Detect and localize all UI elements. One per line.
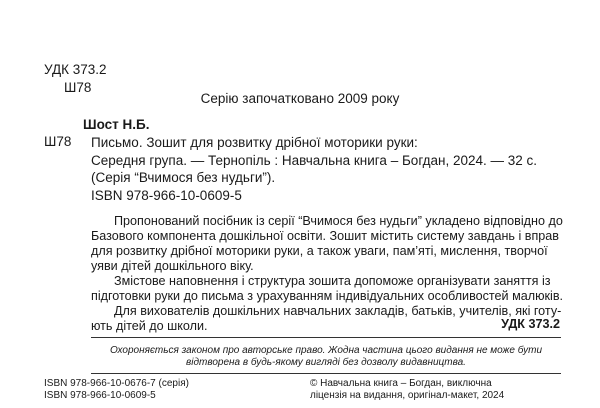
copyright-line: ліцензія на видання, оригінал-макет, 2024 bbox=[310, 390, 505, 401]
annotation-line: Для вихователів дошкільних навчальних закладів, батьків, учителів, які готу- bbox=[114, 304, 562, 318]
udk-code-bottom: УДК 373.2 bbox=[501, 317, 560, 331]
biblio-line-isbn: ISBN 978-966-10-0609-5 bbox=[91, 187, 242, 203]
annotation-line: Пропонований посібник із серії “Вчимося без нудьги” укладено відповідно до bbox=[114, 214, 563, 228]
biblio-line-title: Письмо. Зошит для розвитку дрібної моторики руки: bbox=[91, 135, 418, 150]
annotation-line: ють дітей до школи. bbox=[91, 319, 208, 333]
annotation-line: Базового компонента дошкільної освіти. Зошит містить систему завдань і вправ bbox=[91, 229, 559, 243]
annotation-line: Змістове наповнення і структура зошита допоможе організувати заняття із bbox=[114, 274, 551, 288]
annotation-line: для розвитку дрібної моторики руки, а також уваги, пам’яті, мислення, творчої bbox=[91, 244, 548, 258]
series-started-line: Серію започатковано 2009 року bbox=[200, 91, 400, 106]
biblio-line-series: (Серія “Вчимося без нудьги”). bbox=[91, 170, 276, 185]
author-name: Шост Н.Б. bbox=[83, 117, 150, 132]
annotation-line: уяви дітей дошкільного віку. bbox=[91, 259, 254, 273]
isbn-series: ISBN 978-966-10-0676-7 (серія) bbox=[44, 378, 189, 389]
divider-bottom bbox=[91, 373, 561, 374]
isbn-list bbox=[44, 378, 189, 402]
copyright-line: © Навчальна книга – Богдан, виключна bbox=[310, 378, 492, 389]
divider-top bbox=[91, 337, 561, 338]
biblio-line-publisher: Середня група. — Тернопіль : Навчальна книга – Богдан, 2024. — 32 с. bbox=[91, 152, 538, 168]
author-code-top: Ш78 bbox=[64, 80, 92, 95]
udk-code-top: УДК 373.2 bbox=[44, 62, 107, 77]
author-code-side: Ш78 bbox=[44, 134, 72, 149]
copyright-block bbox=[310, 378, 504, 402]
annotation-line: підготовки руки до письма з урахуванням індивідуальних особливостей малюків. bbox=[91, 289, 564, 303]
bibliographic-description bbox=[91, 135, 537, 205]
isbn-book: ISBN 978-966-10-0609-5 bbox=[44, 390, 156, 401]
copyright-protection-notice: Охороняється законом про авторське право. Жодна частина цього видання не може бути відтворена в будь-якому вигляді без дозволу видавництва. bbox=[109, 345, 543, 368]
annotation-block bbox=[91, 214, 564, 334]
